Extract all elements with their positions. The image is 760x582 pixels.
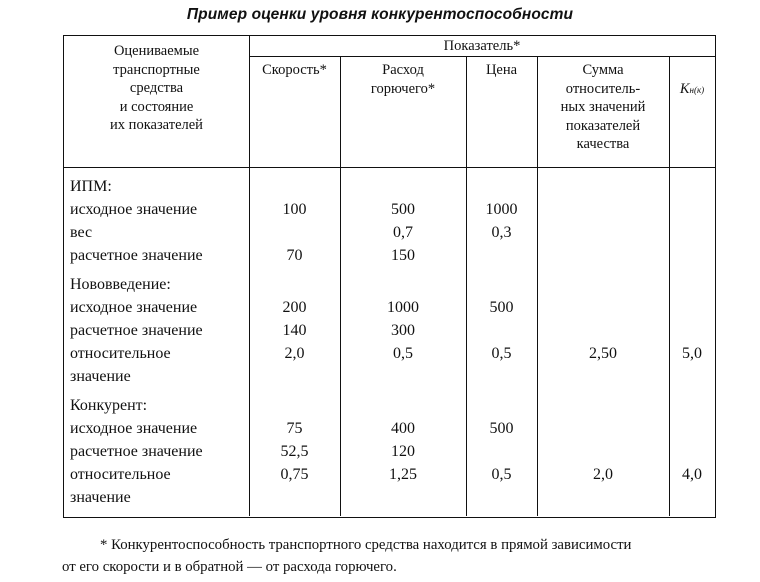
header-bottom-rule	[64, 167, 715, 168]
header-k-letter: K	[679, 80, 690, 97]
row-label: исходное значение	[70, 420, 198, 437]
row-label: значение	[70, 368, 131, 385]
cell-fuel: 500	[391, 201, 415, 218]
row-label: исходное значение	[70, 201, 198, 218]
cell-speed: 140	[282, 322, 307, 339]
cell-sum: 2,50	[589, 345, 617, 362]
footnote-line-1: * Конкурентоспособность транспортного средства находится в прямой зависимости	[100, 537, 632, 553]
cell-fuel: 1000	[387, 299, 419, 316]
header-fuel: Расход горючего*	[370, 62, 436, 97]
cell-speed: 52,5	[280, 443, 309, 460]
cell-price: 0,3	[491, 224, 512, 241]
header-price: Цена	[485, 62, 518, 78]
cell-k: 5,0	[682, 345, 702, 362]
row-label: значение	[70, 489, 131, 506]
cell-fuel: 120	[391, 443, 415, 460]
cell-price: 0,5	[491, 345, 512, 362]
row-label: относительное	[70, 345, 171, 362]
footnote-line-2: от его скорости и в обратной — от расхода горючего.	[62, 559, 397, 575]
cell-fuel: 400	[391, 420, 415, 437]
cell-speed: 2,0	[284, 345, 305, 362]
col-divider	[669, 56, 670, 516]
competitiveness-table	[63, 35, 716, 518]
row-label: исходное значение	[70, 299, 198, 316]
footnote	[62, 534, 742, 578]
cell-price: 500	[489, 299, 514, 316]
cell-fuel: 300	[391, 322, 415, 339]
row-label: относительное	[70, 466, 171, 483]
header-k-subscript: н(к)	[689, 84, 705, 95]
cell-price: 500	[489, 420, 514, 437]
cell-speed: 0,75	[280, 466, 309, 483]
cell-fuel: 0,5	[393, 345, 413, 362]
cell-sum: 2,0	[593, 466, 613, 483]
header-vehicles: Оцениваемые транспортные средства и состояние их показателей	[110, 43, 203, 134]
col-divider	[466, 56, 467, 516]
header-sum: Сумма относитель- ных значений показателей качества	[560, 62, 646, 153]
cell-fuel: 0,7	[393, 224, 413, 241]
cell-fuel: 150	[391, 247, 415, 264]
row-label: расчетное значение	[70, 247, 203, 264]
section-title-innovation: Нововведение:	[70, 276, 171, 293]
row-label: вес	[70, 224, 93, 241]
row-label: расчетное значение	[70, 443, 203, 460]
row-label: расчетное значение	[70, 322, 203, 339]
header-indicator-group: Показатель*	[443, 38, 521, 54]
cell-speed: 100	[282, 201, 307, 218]
section-title-competitor: Конкурент:	[70, 397, 148, 414]
table-title: Пример оценки уровня конкурентоспособности	[186, 6, 574, 23]
cell-speed: 75	[286, 420, 303, 437]
cell-speed: 200	[282, 299, 307, 316]
header-group-divider	[249, 56, 715, 57]
cell-price: 0,5	[491, 466, 512, 483]
cell-fuel: 1,25	[389, 466, 417, 483]
cell-price: 1000	[485, 201, 518, 218]
section-title-ipm: ИПМ:	[70, 178, 112, 195]
cell-speed: 70	[286, 247, 303, 264]
header-speed: Скорость*	[262, 62, 327, 78]
header-k	[669, 61, 715, 99]
cell-k: 4,0	[682, 466, 702, 483]
